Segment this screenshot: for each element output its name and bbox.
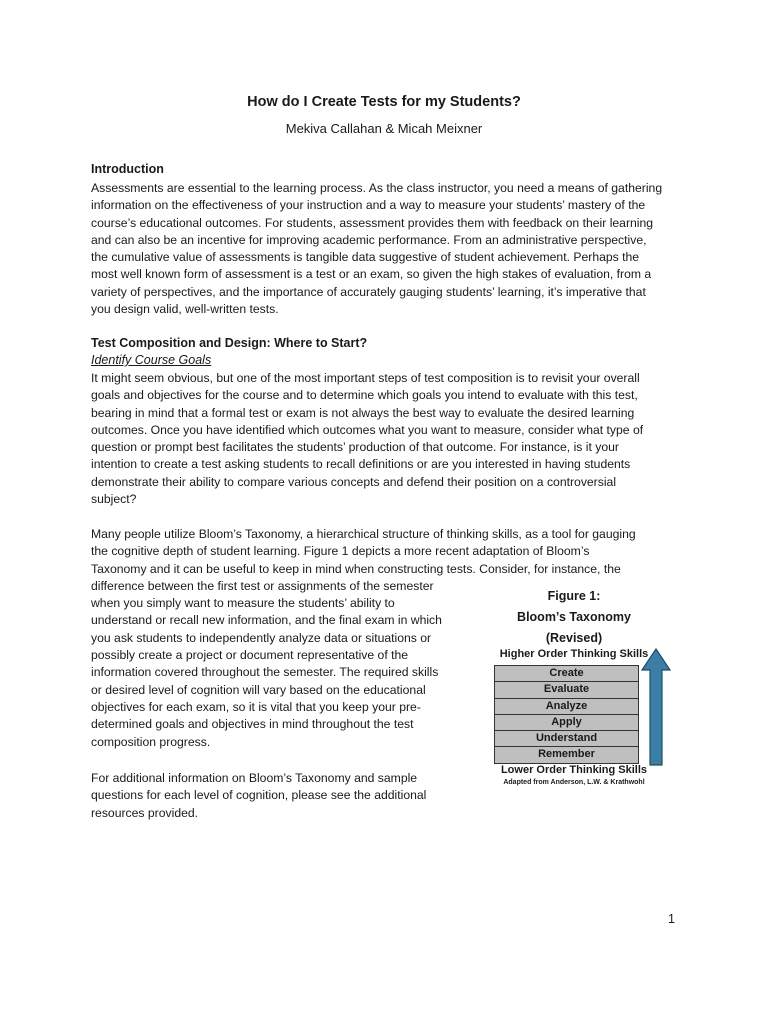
higher-order-label: Higher Order Thinking Skills — [499, 648, 649, 660]
figure-name: Bloom’s Taxonomy — [517, 610, 631, 624]
bloom-line: or desired level of cognition will vary based on the educational — [91, 682, 426, 697]
level-evaluate: Evaluate — [494, 682, 639, 698]
composition-line: subject? — [91, 492, 137, 507]
composition-line: intention to create a test asking students to recall definitions or are you interested in having students — [91, 457, 631, 472]
bloom-line: information covered throughout the semester. The required skills — [91, 665, 439, 680]
additional-paragraph — [91, 770, 681, 822]
page-number: 1 — [668, 912, 675, 926]
bloom-line: determined goals and objectives in mind throughout the test — [91, 717, 414, 732]
intro-line: Assessments are essential to the learning process. As the class instructor, you need a means of gathering — [91, 181, 663, 195]
bloom-line: Taxonomy and it can be useful to keep in mind when constructing tests. Consider, for instance, the — [91, 561, 621, 576]
composition-heading: Test Composition and Design: Where to Start? — [91, 336, 368, 350]
additional-line: resources provided. — [91, 805, 199, 820]
bloom-line: the cognitive depth of student learning. Figure 1 depicts a more recent adaptation of Bloom’s — [91, 544, 590, 559]
intro-paragraph — [91, 180, 681, 318]
intro-line: most well known form of assessment is a test or an exam, so given the high stakes of evaluation, from a — [91, 267, 652, 282]
composition-line: outcomes. Once you have identified which outcomes what you want to measure, consider what type of — [91, 422, 644, 437]
bloom-figure — [488, 586, 660, 786]
level-analyze: Analyze — [494, 699, 639, 715]
intro-line: course’s educational outcomes. For students, assessment provides them with feedback on their learning — [91, 215, 654, 230]
figure-credit: Adapted from Anderson, L.W. & Krathwohl — [503, 779, 645, 786]
bloom-line: Many people utilize Bloom’s Taxonomy, a hierarchical structure of thinking skills, as a tool for gauging — [91, 527, 636, 541]
bloom-line: difference between the first test or assignments of the semester — [91, 578, 434, 593]
additional-line: For additional information on Bloom’s Taxonomy and sample — [91, 771, 418, 785]
composition-line: goals and objectives for the course and to determine which goals you intend to evaluate with this test, — [91, 388, 638, 403]
bloom-line: composition progress. — [91, 734, 211, 749]
level-remember: Remember — [494, 747, 639, 763]
additional-line: questions for each level of cognition, please see the additional — [91, 788, 427, 803]
intro-line: you design valid, well-written tests. — [91, 302, 279, 317]
intro-heading: Introduction — [91, 162, 164, 176]
level-apply: Apply — [494, 715, 639, 731]
document-authors: Mekiva Callahan & Micah Meixner — [285, 121, 483, 136]
document-title: How do I Create Tests for my Students? — [247, 94, 521, 110]
composition-line: demonstrate their ability to compare various concepts and defend their position on a controversial — [91, 474, 617, 489]
figure-label: Figure 1: — [547, 589, 601, 603]
taxonomy-levels — [494, 665, 639, 764]
bloom-line: you ask students to independently analyze data or situations or — [91, 630, 432, 645]
bloom-line: when you simply want to measure the students’ ability to — [91, 596, 395, 611]
intro-line: and can also be an incentive for improving academic performance. From an administrative perspective, — [91, 232, 647, 247]
composition-line: question or prompt best facilitates the students’ production of that outcome. For instance, is it your — [91, 440, 619, 455]
intro-line: information on the effectiveness of your instruction and a way to measure your students’ mastery of the — [91, 198, 646, 213]
composition-line: It might seem obvious, but one of the most important steps of test composition is to revisit your overall — [91, 371, 640, 385]
up-arrow-icon — [641, 648, 671, 766]
intro-line: variety of perspectives, and the importance of accurately gauging students’ learning, it’s imperative that — [91, 284, 646, 299]
composition-paragraph — [91, 370, 681, 508]
lower-order-label: Lower Order Thinking Skills — [500, 764, 648, 776]
composition-line: bearing in mind that a formal test or exam is not always the best way to evaluate the desired learning — [91, 405, 635, 420]
bloom-line: possibly create a project or document representative of the — [91, 648, 409, 663]
level-create: Create — [494, 665, 639, 682]
figure-revised: (Revised) — [545, 631, 603, 645]
bloom-line: objectives for each exam, so it is vital that you keep your pre- — [91, 699, 421, 714]
bloom-line: understand or recall new information, and the final exam in which — [91, 613, 442, 628]
level-understand: Understand — [494, 731, 639, 747]
intro-line: the cumulative value of assessments is tangible data suggestive of student achievement. Perhaps the — [91, 250, 640, 265]
composition-subheading: Identify Course Goals — [91, 353, 212, 367]
